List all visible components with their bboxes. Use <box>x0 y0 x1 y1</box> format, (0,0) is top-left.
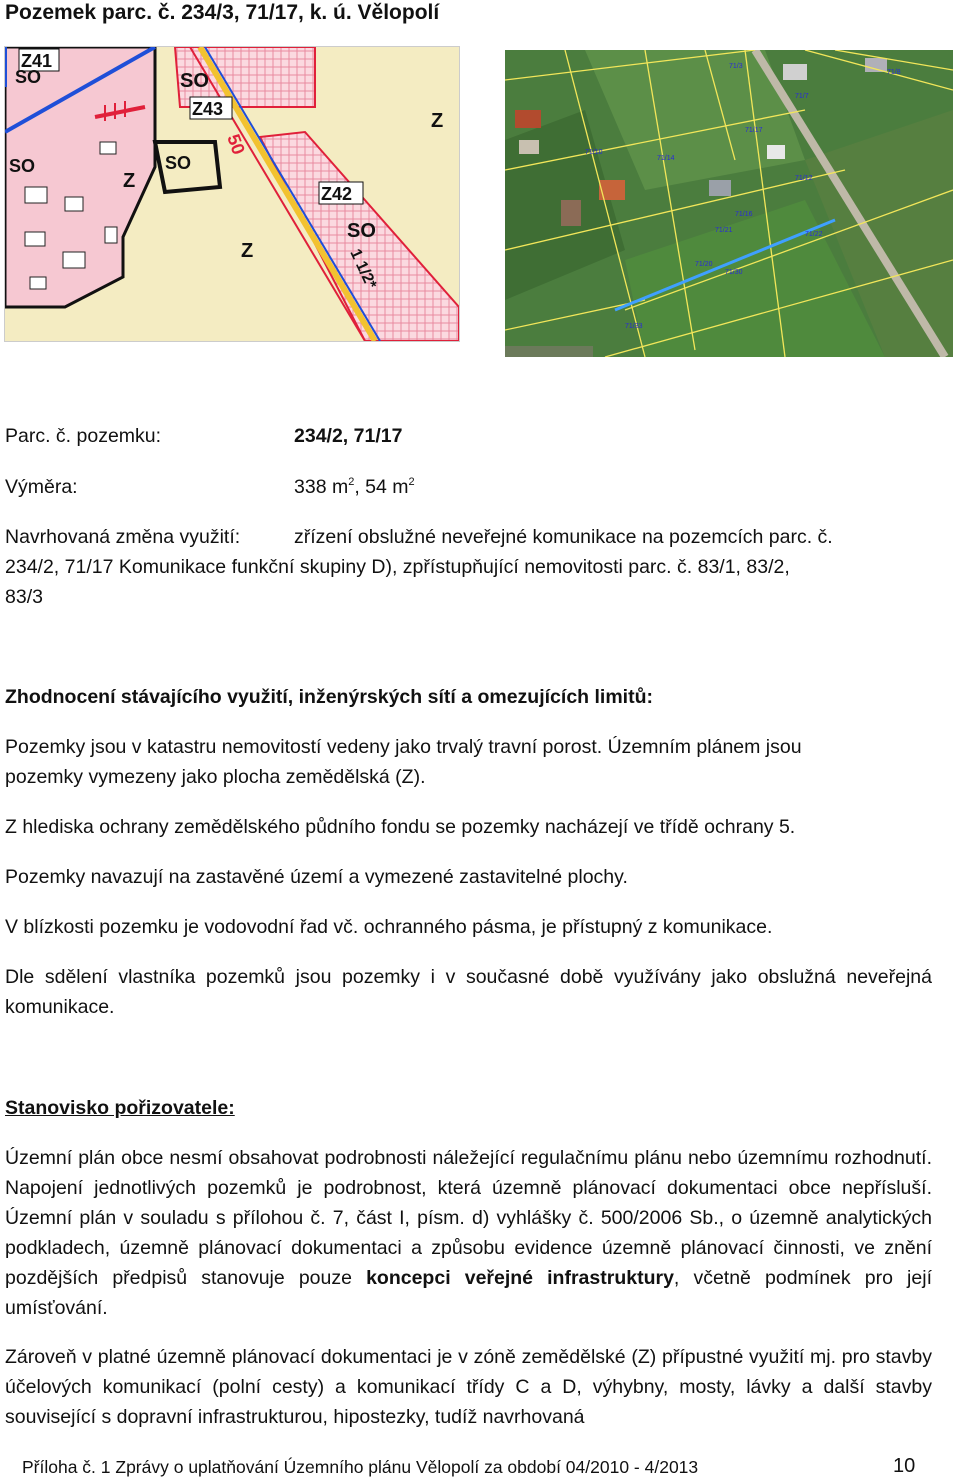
assessment-p3: Pozemky navazují na zastavěné území a vymezené zastavitelné plochy. <box>5 866 628 888</box>
position-p2: Zároveň v platné územně plánovací dokumentaci je v zóně zemědělské (Z) přípustné využití mj. pro stavby účelových komunikací (polní cesty) a komunikací třídy C a D, výhybny, mosty, lávky a další stavby související s dopravní infrastrukturou, hipostezky, tudíž navrhovaná <box>5 1346 932 1428</box>
map-label: Z <box>123 170 136 192</box>
map-label: 1 1/2* <box>346 246 380 292</box>
position-p1-text: Územní plán obce nesmí obsahovat podrobnosti náležející regulačnímu plánu nebo územnímu rozhodnutí. Napojení jednotlivých pozemků je podrobnost, která územně plánovací dokumentaci obce nepřísluší. Územní plán v souladu s přílohou č. 7, část I, písm. d) vyhlášky č. 500/2006 Sb., o územně analytických podkladech, územně plánovací dokumentaci a způsobu evidence územně plánovací činnosti, ve znění pozdějších předpisů stanovuje pouze <box>5 1147 932 1289</box>
position-p1-end: , včetně podmínek pro její umísťování. <box>5 1267 932 1319</box>
page-number: 10 <box>893 1455 916 1477</box>
assessment-p1-line2: pozemky vymezeny jako plocha zemědělská (Z). <box>5 766 426 788</box>
parcel-label: 71/20 <box>695 261 713 268</box>
parcel-label: 71/22 <box>805 231 823 238</box>
map-label: Z <box>431 110 444 132</box>
zoning-map-graphic <box>5 47 459 341</box>
area-unit-sup-1: 2 <box>348 476 355 488</box>
parcel-label: 71/12 <box>795 175 813 182</box>
parcel-label: 71/14 <box>657 155 675 162</box>
change-line-3: 83/3 <box>5 586 43 608</box>
map-label: SO <box>15 67 42 87</box>
area-unit-sup-2: 2 <box>408 476 415 488</box>
scale-bar-strip <box>505 346 593 357</box>
parcel-label: 71/10 <box>585 149 603 156</box>
map-label: SO <box>347 220 376 242</box>
map-label: 50 <box>223 131 249 158</box>
assessment-p2: Z hlediska ochrany zemědělského půdního fondu se pozemky nacházejí ve třídě ochrany 5. <box>5 816 796 838</box>
map-label: Z42 <box>321 184 353 204</box>
position-heading: Stanovisko pořizovatele: <box>5 1097 235 1119</box>
parcel-label: 71/17 <box>745 127 763 134</box>
area-label: Výměra: <box>5 476 78 498</box>
parcel-label: 71/21 <box>715 227 733 234</box>
position-p1-bold: koncepci veřejné infrastruktury <box>366 1267 674 1289</box>
assessment-heading: Zhodnocení stávajícího využití, inženýrských sítí a omezujících limitů: <box>5 686 653 708</box>
area-value <box>294 472 415 502</box>
parcel-label: 71/30 <box>725 269 743 276</box>
orthophoto-map <box>505 50 953 357</box>
zoning-map <box>4 46 460 342</box>
change-line-2: 234/2, 71/17 Komunikace funkční skupiny D), zpřístupňující nemovitosti parc. č. 83/1, 83/2, <box>5 556 790 578</box>
parcel-label: 71/16 <box>735 211 753 218</box>
map-label: SO <box>165 153 192 173</box>
assessment-p1-line1: Pozemky jsou v katastru nemovitostí vedeny jako trvalý travní porost. Územním plánem jsou <box>5 736 802 758</box>
parcel-label: Parc. č. pozemku: <box>5 425 162 447</box>
assessment-p5: Dle sdělení vlastníka pozemků jsou pozemky i v současné době využívány jako obslužná neveřejná komunikace. <box>5 966 932 1018</box>
page-title: Pozemek parc. č. 234/3, 71/17, k. ú. Vělopolí <box>5 1 440 24</box>
change-label: Navrhovaná změna využití: <box>5 526 241 548</box>
map-label: SO <box>9 156 36 176</box>
map-label: SO <box>180 70 209 92</box>
orthophoto-graphic <box>505 50 953 357</box>
area-value-1: 338 m <box>294 476 349 498</box>
parcel-label: 71/8 <box>887 69 901 76</box>
parcel-label: 71/3 <box>729 63 743 70</box>
assessment-p4: V blízkosti pozemku je vodovodní řad vč. ochranného pásma, je přístupný z komunikace. <box>5 916 773 938</box>
parcel-label: 71/7 <box>795 93 809 100</box>
parcel-label: 71/33 <box>625 323 643 330</box>
change-line-1: zřízení obslužné neveřejné komunikace na pozemcích parc. č. <box>294 526 833 548</box>
map-label: Z <box>241 240 254 262</box>
position-p1 <box>5 1143 932 1323</box>
parcel-value: 234/2, 71/17 <box>294 425 403 447</box>
map-label: Z41 <box>21 51 53 71</box>
area-separator: , 54 m <box>354 476 409 498</box>
map-label: Z43 <box>192 99 224 119</box>
footer-text: Příloha č. 1 Zprávy o uplatňování Územního plánu Vělopolí za období 04/2010 - 4/2013 <box>22 1457 699 1477</box>
